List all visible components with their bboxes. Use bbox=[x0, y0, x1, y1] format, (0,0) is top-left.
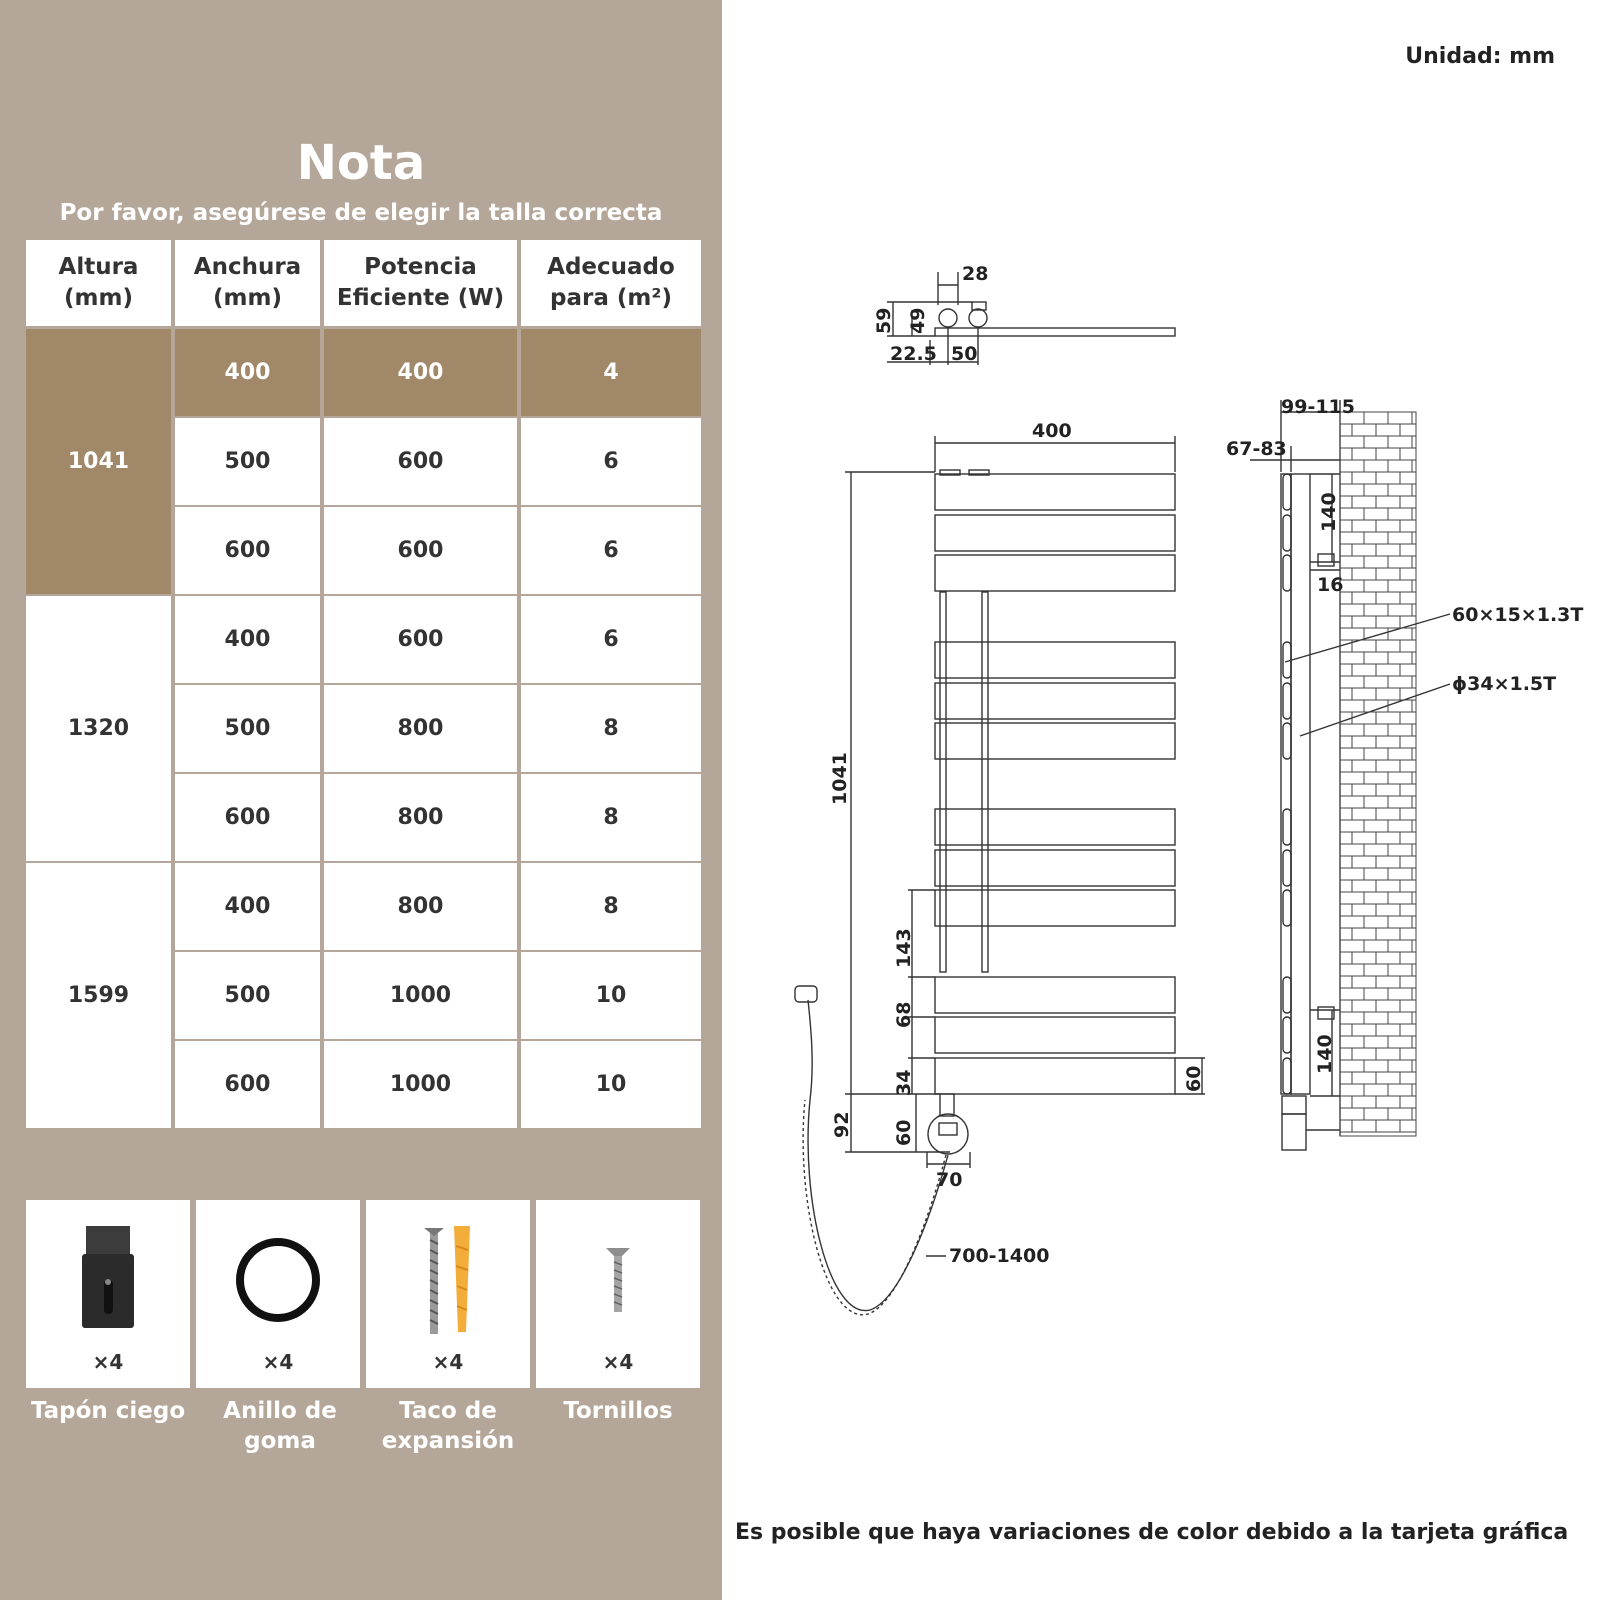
table-cell: 800 bbox=[324, 863, 517, 950]
table-cell: 400 bbox=[324, 329, 517, 416]
table-cell: 400 bbox=[175, 329, 320, 416]
table-cell: 8 bbox=[521, 685, 701, 772]
accessory-qty: ×4 bbox=[602, 1350, 634, 1374]
table-height-cell: 1320 bbox=[26, 596, 171, 861]
table-cell: 500 bbox=[175, 952, 320, 1039]
dim-99-115: 99-115 bbox=[1281, 396, 1355, 418]
dim-68: 68 bbox=[893, 1001, 915, 1028]
accessory-label: Tapón ciego bbox=[30, 1398, 186, 1424]
table-cell: 1000 bbox=[324, 1041, 517, 1128]
table-cell: 600 bbox=[324, 507, 517, 594]
table-cell: 600 bbox=[175, 507, 320, 594]
table-header-cell: Adecuado para (m²) bbox=[521, 240, 701, 326]
table-cell: 800 bbox=[324, 774, 517, 861]
accessory-label: Tornillos bbox=[563, 1398, 673, 1424]
dim-140-bottom: 140 bbox=[1314, 1034, 1336, 1074]
table-cell: 6 bbox=[521, 507, 701, 594]
table-cell: 6 bbox=[521, 418, 701, 505]
table-cell: 4 bbox=[521, 329, 701, 416]
accessory-qty: ×4 bbox=[262, 1350, 294, 1374]
dim-92: 92 bbox=[831, 1111, 853, 1138]
note-title: Nota bbox=[296, 135, 426, 191]
accessory-label: Anillo de goma bbox=[223, 1398, 337, 1454]
side-view bbox=[1250, 400, 1450, 1150]
accessory-qty: ×4 bbox=[92, 1350, 124, 1374]
dim-67-83: 67-83 bbox=[1226, 438, 1287, 460]
dim-50: 50 bbox=[951, 343, 978, 365]
dim-height: 1041 bbox=[829, 752, 851, 805]
table-header-cell: Potencia Eficiente (W) bbox=[324, 240, 517, 326]
brick-wall bbox=[1340, 412, 1416, 1136]
accessory-label: Taco de expansión bbox=[381, 1398, 515, 1454]
table-cell: 8 bbox=[521, 863, 701, 950]
dim-143: 143 bbox=[893, 928, 915, 968]
label-rect-tube: 60×15×1.3T bbox=[1452, 604, 1584, 626]
dim-49: 49 bbox=[907, 307, 929, 334]
dim-140-top: 140 bbox=[1318, 492, 1340, 532]
dim-cable: 700-1400 bbox=[949, 1245, 1050, 1267]
table-cell: 6 bbox=[521, 596, 701, 683]
footer-note: Es posible que haya variaciones de color debido a la tarjeta gráfica bbox=[735, 1520, 1569, 1545]
table-cell: 400 bbox=[175, 596, 320, 683]
dim-22-5: 22.5 bbox=[890, 343, 937, 365]
table-cell: 10 bbox=[521, 952, 701, 1039]
table-cell: 8 bbox=[521, 774, 701, 861]
table-cell: 800 bbox=[324, 685, 517, 772]
table-header-cell: Altura (mm) bbox=[26, 240, 171, 326]
table-cell: 1000 bbox=[324, 952, 517, 1039]
note-subtitle: Por favor, asegúrese de elegir la talla correcta bbox=[59, 200, 663, 226]
unit-label: Unidad: mm bbox=[1405, 44, 1555, 69]
label-round-tube: ϕ34×1.5T bbox=[1452, 673, 1557, 695]
table-cell: 600 bbox=[324, 418, 517, 505]
dim-28: 28 bbox=[962, 263, 989, 285]
table-cell: 10 bbox=[521, 1041, 701, 1128]
table-cell: 400 bbox=[175, 863, 320, 950]
accessory-qty: ×4 bbox=[432, 1350, 464, 1374]
table-height-cell: 1041 bbox=[26, 329, 171, 594]
table-height-cell: 1599 bbox=[26, 863, 171, 1128]
dim-width: 400 bbox=[1032, 420, 1072, 442]
dim-59: 59 bbox=[873, 307, 895, 334]
table-header-cell: Anchura (mm) bbox=[175, 240, 320, 326]
table-cell: 600 bbox=[175, 774, 320, 861]
dim-60-right: 60 bbox=[1183, 1065, 1205, 1092]
table-cell: 600 bbox=[324, 596, 517, 683]
dim-70: 70 bbox=[936, 1169, 963, 1191]
front-view bbox=[795, 436, 1205, 1315]
dim-16: 16 bbox=[1317, 574, 1344, 596]
table-cell: 600 bbox=[175, 1041, 320, 1128]
table-cell: 500 bbox=[175, 418, 320, 505]
dim-60-box: 60 bbox=[893, 1119, 915, 1146]
table-cell: 500 bbox=[175, 685, 320, 772]
dim-34: 34 bbox=[893, 1069, 915, 1096]
